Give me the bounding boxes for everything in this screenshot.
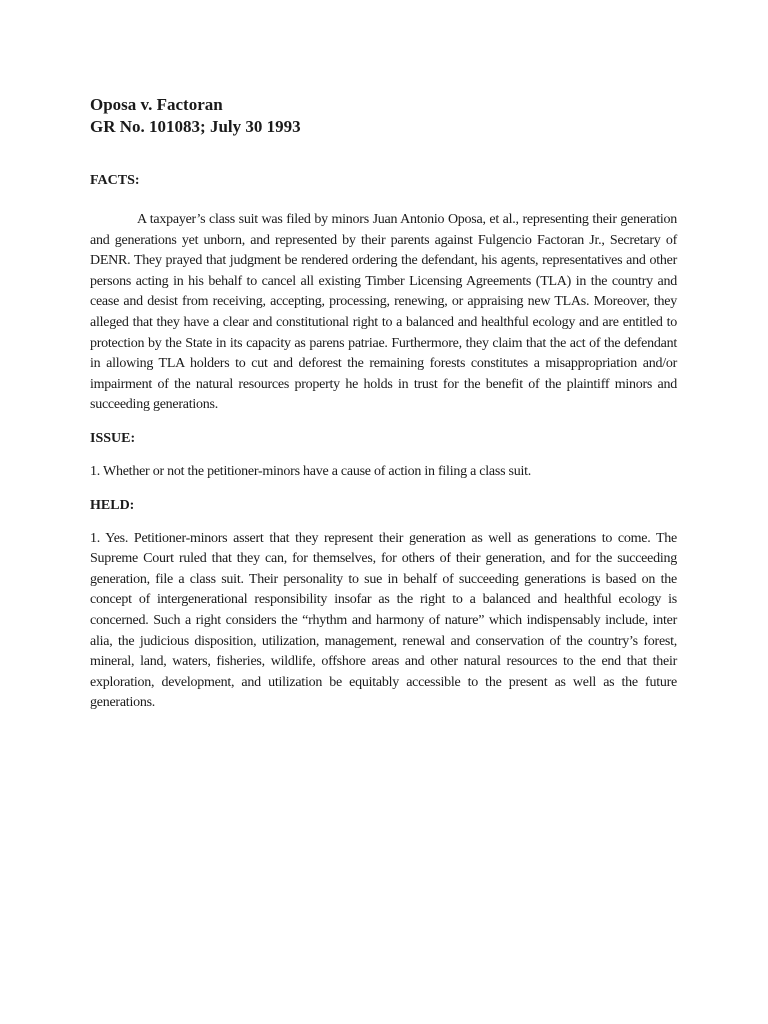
issue-body: 1. Whether or not the petitioner-minors have a cause of action in filing a class suit.: [90, 463, 531, 479]
document-page: [90, 94, 677, 714]
case-title: Oposa v. Factoran: [90, 95, 223, 114]
held-heading: HELD:: [90, 497, 135, 513]
facts-body: A taxpayer’s class suit was filed by minors Juan Antonio Oposa, et al., representing their generation and generations yet unborn, and represented by their parents against Fulgencio Factoran Jr., Secretary of DENR. They prayed that judgment be rendered ordering the defendant, his agents, representatives and other persons acting in his behalf to cancel all existing Timber Licensing Agreements (TLA) in the country and cease and desist from receiving, accepting, processing, renewing, or appraising new TLAs. Moreover, they alleged that they have a clear and constitutional right to a balanced and healthful ecology and are entitled to protection by the State in its capacity as parens patriae. Furthermore, they claim that the act of the defendant in allowing TLA holders to cut and deforest the remaining forests constitutes a misappropriation and/or impairment of the natural resources property he holds in trust for the benefit of the plaintiff minors and succeeding generations.: [90, 212, 677, 413]
issue-heading: ISSUE:: [90, 430, 136, 446]
case-citation: GR No. 101083; July 30 1993: [90, 117, 301, 136]
held-body: 1. Yes. Petitioner-minors assert that they represent their generation as well as generations to come. The Supreme Court ruled that they can, for themselves, for others of their generation, and for the succeeding generation, file a class suit. Their personality to sue in behalf of succeeding generations is based on the concept of intergenerational responsibility insofar as the right to a balanced and healthful ecology is concerned. Such a right considers the “rhythm and harmony of nature” which indispensably include, inter alia, the judicious disposition, utilization, management, renewal and conservation of the country’s forest, mineral, land, waters, fisheries, wildlife, offshore areas and other natural resources to the end that their exploration, development, and utilization be equitably accessible to the present as well as the future generations.: [90, 530, 677, 711]
facts-heading: FACTS:: [90, 173, 140, 188]
